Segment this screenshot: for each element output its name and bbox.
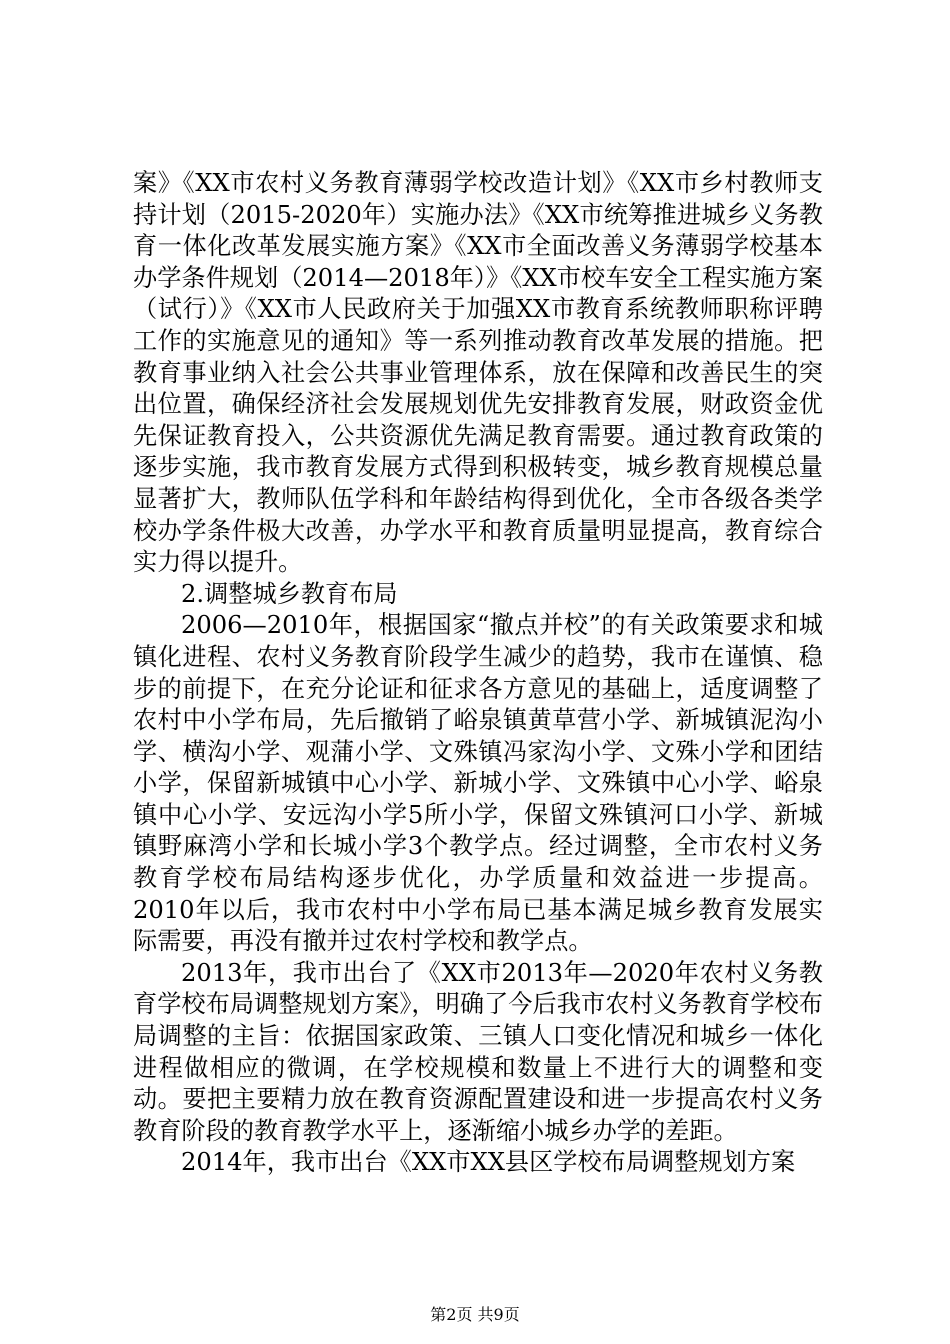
section-heading-adjust-layout: 2.调整城乡教育布局 <box>181 579 398 608</box>
page-footer: 第2页 共9页 <box>430 1305 520 1324</box>
document-body <box>133 168 823 1179</box>
paragraph-2006-2010: 2006—2010年，根据国家“撤点并校”的有关政策要求和城镇化进程、农村义务教育阶段学生减少的趋势，我市在谨慎、稳步的前提下，在充分论证和征求各方意见的基础上，适度调整了农村中小学布局，先后撤销了峪泉镇黄草营小学、新城镇泥沟小学、横沟小学、观蒲小学、文殊镇冯家沟小学、文殊小学和团结小学，保留新城镇中心小学、新城小学、文殊镇中心小学、峪泉镇中心小学、安远沟小学5所小学，保留文殊镇河口小学、新城镇野麻湾小学和长城小学3个教学点。经过调整，全市农村义务教育学校布局结构逐步优化，办学质量和效益进一步提高。2010年以后，我市农村中小学布局已基本满足城乡教育发展实际需要，再没有撤并过农村学校和教学点。 <box>133 611 823 956</box>
paragraph-policy-list: 案》《XX市农村义务教育薄弱学校改造计划》《XX市乡村教师支持计划（2015-2020年）实施办法》《XX市统筹推进城乡义务教育一体化改革发展实施方案》《XX市全面改善义务薄弱学校基本办学条件规划（2014—2018年）》《XX市校车安全工程实施方案（试行）》《XX市人民政府关于加强XX市教育系统教师职称评聘工作的实施意见的通知》等一系列推动教育改革发展的措施。把教育事业纳入社会公共事业管理体系，放在保障和改善民生的突出位置，确保经济社会发展规划优先安排教育发展，财政资金优先保证教育投入，公共资源优先满足教育需要。通过教育政策的逐步实施，我市教育发展方式得到积极转变，城乡教育规模总量显著扩大，教师队伍学科和年龄结构得到优化，全市各级各类学校办学条件极大改善，办学水平和教育质量明显提高，教育综合实力得以提升。 <box>133 169 823 577</box>
paragraph-2013: 2013年，我市出台了《XX市2013年—2020年农村义务教育学校布局调整规划方案》，明确了今后我市农村义务教育学校布局调整的主旨：依据国家政策、三镇人口变化情况和城乡一体化进程做相应的微调，在学校规模和数量上不进行大的调整和变动。要把主要精力放在教育资源配置建设和进一步提高农村义务教育阶段的教育教学水平上，逐渐缩小城乡办学的差距。 <box>133 958 823 1145</box>
paragraph-2014: 2014年，我市出台《XX市XX县区学校布局调整规划方案 <box>181 1148 796 1177</box>
